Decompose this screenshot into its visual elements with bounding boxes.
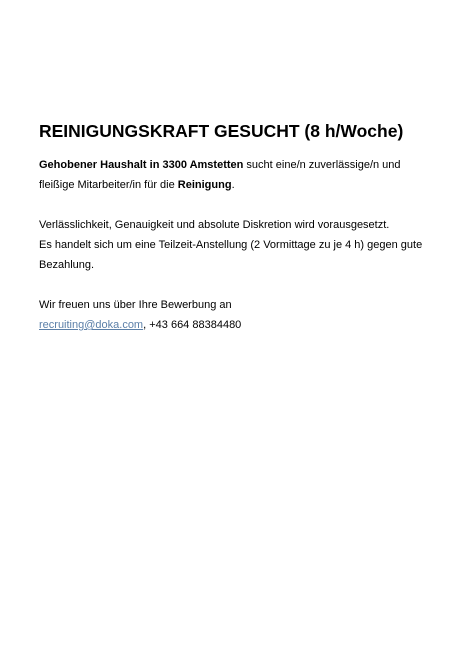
intro-paragraph — [39, 155, 435, 195]
employment-text: Es handelt sich um eine Teilzeit-Anstellung (2 Vormittage zu je 4 h) gegen gute Bezahlung. — [39, 239, 423, 271]
intro-text-2: . — [231, 179, 235, 191]
phone-number: +43 664 88384480 — [149, 319, 242, 331]
page-title: REINIGUNGSKRAFT GESUCHT (8 h/Woche) — [39, 121, 404, 141]
requirements-text: Verlässlichkeit, Genauigkeit und absolute Diskretion wird vorausgesetzt. — [39, 219, 390, 231]
intro-bold-lead: Gehobener Haushalt in 3300 Amstetten — [39, 159, 244, 171]
details-block — [39, 215, 435, 275]
contact-separator: , — [143, 319, 150, 331]
intro-text-1: sucht eine/n zuverlässige/n und fleißige Mitarbeiter/in für die — [39, 159, 401, 191]
email-link[interactable]: recruiting@doka.com — [39, 319, 144, 331]
job-ad — [39, 120, 435, 335]
contact-line: Wir freuen uns über Ihre Bewerbung an — [39, 299, 232, 311]
contact-block — [39, 295, 435, 335]
contact-details — [39, 315, 435, 335]
intro-bold-word: Reinigung — [177, 179, 232, 191]
